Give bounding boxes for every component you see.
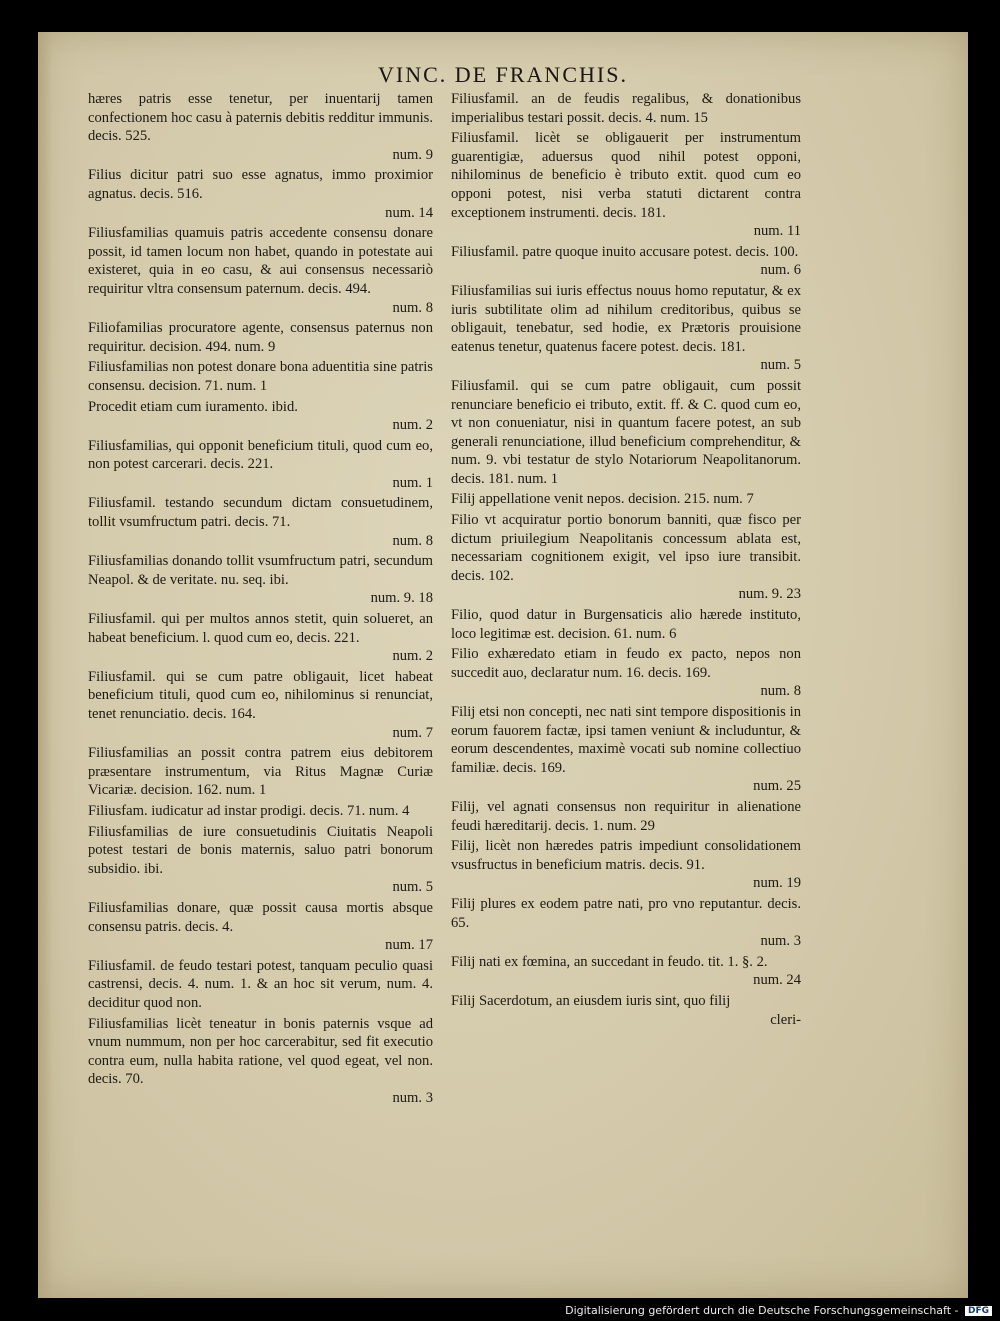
entry-reference: num. 11 xyxy=(753,223,801,240)
index-entry xyxy=(451,606,801,643)
entry-reference: num. 19 xyxy=(753,875,801,892)
index-entry xyxy=(88,957,433,1013)
footer-text: Digitalisierung gefördert durch die Deutsche Forschungsgemeinschaft - xyxy=(565,1304,959,1317)
entry-text: Filiusfamilias an possit contra patrem eius debitorem præsentare instrumentum, via Ritus Magnæ Curiæ Vicariæ. decision. 162. num. 1 xyxy=(88,745,433,799)
entry-reference: num. 9. 18 xyxy=(370,590,433,607)
index-entry xyxy=(451,377,801,489)
page-shadow-edge xyxy=(38,32,52,1298)
entry-text: Filiusfamil. qui se cum patre obligauit, cum possit renunciare beneficio ei tributo, extit. ff. & C. quod cum eo, vt non conueniatur, nisi in quantum facere potest, an sub generali renunciatione, illud beneficium comprehenditur, & num. 9. vbi testatur de stylo Notariorum Neapolitanorum. decis. 181. num. 1 xyxy=(451,377,801,487)
index-entry xyxy=(451,129,801,241)
index-entry xyxy=(88,494,433,550)
left-column xyxy=(88,90,433,1109)
entry-reference: num. 3 xyxy=(392,1089,433,1106)
running-header: VINC. DE FRANCHIS. xyxy=(378,62,628,87)
entry-text: Filiusfamilias, qui opponit beneficium tituli, quod cum eo, non potest carcerari. decis. 221. xyxy=(88,437,433,473)
entry-reference: num. 14 xyxy=(385,204,433,221)
entry-text: Procedit etiam cum iuramento. ibid. xyxy=(88,398,298,415)
entry-reference: num. 17 xyxy=(385,937,433,954)
entry-text: Filiofamilias procuratore agente, consensus paternus non requiritur. decision. 494. num. 9 xyxy=(88,320,433,355)
entry-text: hæres patris esse tenetur, per inuentarij tamen confectionem hoc casu à paternis debitis redditur immunis. decis. 525. xyxy=(88,91,433,145)
entry-text: Filio, quod datur in Burgensaticis alio hærede instituto, loco legitimæ est. decision. 61. num. 6 xyxy=(451,607,801,642)
entry-reference: num. 25 xyxy=(753,778,801,795)
entry-reference: num. 9 xyxy=(392,146,433,163)
entry-text: Filiusfamil. licèt se obligauerit per instrumentum guarentigiæ, aduersus quod nihil potest opponi, nihilominus de beneficio è tributo extit. quod cum eo opponi potest, nisi verba statuti dictarent contra exceptionem instrumenti. decis. 181. xyxy=(451,130,801,221)
entry-reference: num. 2 xyxy=(392,417,433,434)
index-entry xyxy=(451,511,801,604)
index-entry xyxy=(88,224,433,317)
entry-reference: cleri- xyxy=(770,1011,801,1028)
entry-text: Filiusfamil. de feudo testari potest, tanquam peculio quasi castrensi, decis. 4. num. 1. & an hoc sit verum, num. 4. deciditur quod non. xyxy=(88,957,433,1011)
entry-text: Filiusfam. iudicatur ad instar prodigi. decis. 71. num. 4 xyxy=(88,802,410,819)
index-entry xyxy=(88,358,433,395)
right-column xyxy=(451,90,801,1031)
entry-text: Filio exhæredato etiam in feudo ex pacto, nepos non succedit auo, declaratur num. 16. decis. 169. xyxy=(451,646,801,681)
index-entry xyxy=(451,798,801,835)
entry-text: Filij appellatione venit nepos. decision. 215. num. 7 xyxy=(451,491,754,508)
index-entry xyxy=(88,166,433,222)
entry-reference: num. 2 xyxy=(392,648,433,665)
entry-reference: num. 5 xyxy=(760,357,801,374)
index-entry xyxy=(88,744,433,800)
entry-reference: num. 1 xyxy=(392,474,433,491)
dfg-logo-icon: DFG xyxy=(965,1306,992,1316)
index-entry xyxy=(88,552,433,608)
index-entry xyxy=(451,837,801,893)
index-entry xyxy=(451,490,801,509)
entry-text: Filiusfamil. an de feudis regalibus, & donationibus imperialibus testari possit. decis. 4. num. 15 xyxy=(451,91,801,126)
footer-credit xyxy=(565,1304,992,1317)
index-entry xyxy=(451,992,801,1029)
entry-text: Filiusfamil. qui se cum patre obligauit, licet habeat beneficium tituli, quod cum eo, nihilominus si renunciat, tenet renunciatio. decis. 164. xyxy=(88,668,433,722)
entry-text: Filiusfamil. qui per multos annos stetit, quin solueret, an habeat beneficium. l. quod cum eo, decis. 221. xyxy=(88,611,433,646)
index-entry xyxy=(451,282,801,375)
index-entry xyxy=(451,953,801,990)
index-entry xyxy=(88,823,433,897)
index-entry xyxy=(451,243,801,280)
entry-text: Filij plures ex eodem patre nati, pro vno reputantur. decis. 65. xyxy=(451,895,801,931)
index-entry xyxy=(88,1015,433,1108)
entry-reference: num. 3 xyxy=(760,933,801,950)
index-entry xyxy=(451,90,801,127)
entry-reference: num. 8 xyxy=(760,683,801,700)
entry-text: Filij nati ex fœmina, an succedant in feudo. tit. 1. §. 2. xyxy=(451,953,768,970)
entry-text: Filiusfamilias quamuis patris accedente consensu donare possit, id tamen locum non habet, quando in potestate aui existeret, quia in eo casu, & aui consensus necessariò requiritur vltra consensum paternum. decis. 494. xyxy=(88,225,433,297)
entry-text: Filiusfamil. patre quoque inuito accusare potest. decis. 100. xyxy=(451,243,799,260)
index-entry xyxy=(451,703,801,796)
entry-reference: num. 7 xyxy=(392,724,433,741)
entry-reference: num. 24 xyxy=(753,972,801,989)
entry-text: Filiusfamilias non potest donare bona aduentitia sine patris consensu. decision. 71. num. 1 xyxy=(88,359,433,394)
entry-reference: num. 8 xyxy=(392,532,433,549)
entry-text: Filius dicitur patri suo esse agnatus, immo proximior agnatus. decis. 516. xyxy=(88,167,433,202)
entry-reference: num. 9. 23 xyxy=(738,586,801,603)
index-entry xyxy=(88,319,433,356)
index-entry xyxy=(88,610,433,666)
index-entry xyxy=(451,645,801,701)
entry-reference: num. 6 xyxy=(760,262,801,279)
entry-text: Filiusfamilias licèt teneatur in bonis paternis vsque ad vnum nummum, non per hoc carcerabitur, sed fit executio contra eum, nulla habita ratione, vel quod egeat, vel non. decis. 70. xyxy=(88,1015,433,1088)
entry-text: Filio vt acquiratur portio bonorum banniti, quæ fisco per dictum priuilegium Neapolitanis concessum ablata est, necessariam cognitionem exigit, vel ipso iure transibit. decis. 102. xyxy=(451,512,801,584)
entry-text: Filij, vel agnati consensus non requiritur in alienatione feudi hæreditarij. decis. 1. num. 29 xyxy=(451,798,801,834)
entry-text: Filij etsi non concepti, nec nati sint tempore dispositionis in eorum fauorem factæ, ipsi tamen veniunt & includuntur, & eorum descendentes, maximè vocati sub nomine collectiuo familiæ. decis. 169. xyxy=(451,704,801,776)
index-entry xyxy=(451,895,801,951)
entry-text: Filiusfamilias de iure consuetudinis Ciuitatis Neapoli potest testari de bonis maternis, saluo patri bonorum subsidio. ibi. xyxy=(88,823,433,877)
entry-text: Filiusfamil. testando secundum dictam consuetudinem, tollit vsumfructum patri. decis. 71. xyxy=(88,495,433,531)
entry-text: Filiusfamilias sui iuris effectus nouus homo reputatur, & ex iuris subtilitate olim ad nihilum creditoribus, quibus se obligauit, tenebatur, sed hodie, ex Prætoris prouisione eatenus tenetur, quatenus facere potest. decis. 181. xyxy=(451,282,801,355)
index-entry xyxy=(88,802,433,821)
entry-text: Filiusfamilias donare, quæ possit causa mortis absque consensu patris. decis. 4. xyxy=(88,899,433,935)
entry-text: Filij Sacerdotum, an eiusdem iuris sint, quo filij xyxy=(451,992,731,1009)
index-entry xyxy=(88,398,433,435)
index-entry xyxy=(88,668,433,742)
index-entry xyxy=(88,437,433,493)
book-page xyxy=(38,32,968,1298)
index-entry xyxy=(88,899,433,955)
entry-text: Filiusfamilias donando tollit vsumfructum patri, secundum Neapol. & de veritate. nu. seq. ibi. xyxy=(88,553,433,588)
entry-reference: num. 8 xyxy=(392,299,433,316)
entry-reference: num. 5 xyxy=(392,879,433,896)
index-entry xyxy=(88,90,433,164)
entry-text: Filij, licèt non hæredes patris impediunt consolidationem vsusfructus in beneficium matris. decis. 91. xyxy=(451,838,801,873)
